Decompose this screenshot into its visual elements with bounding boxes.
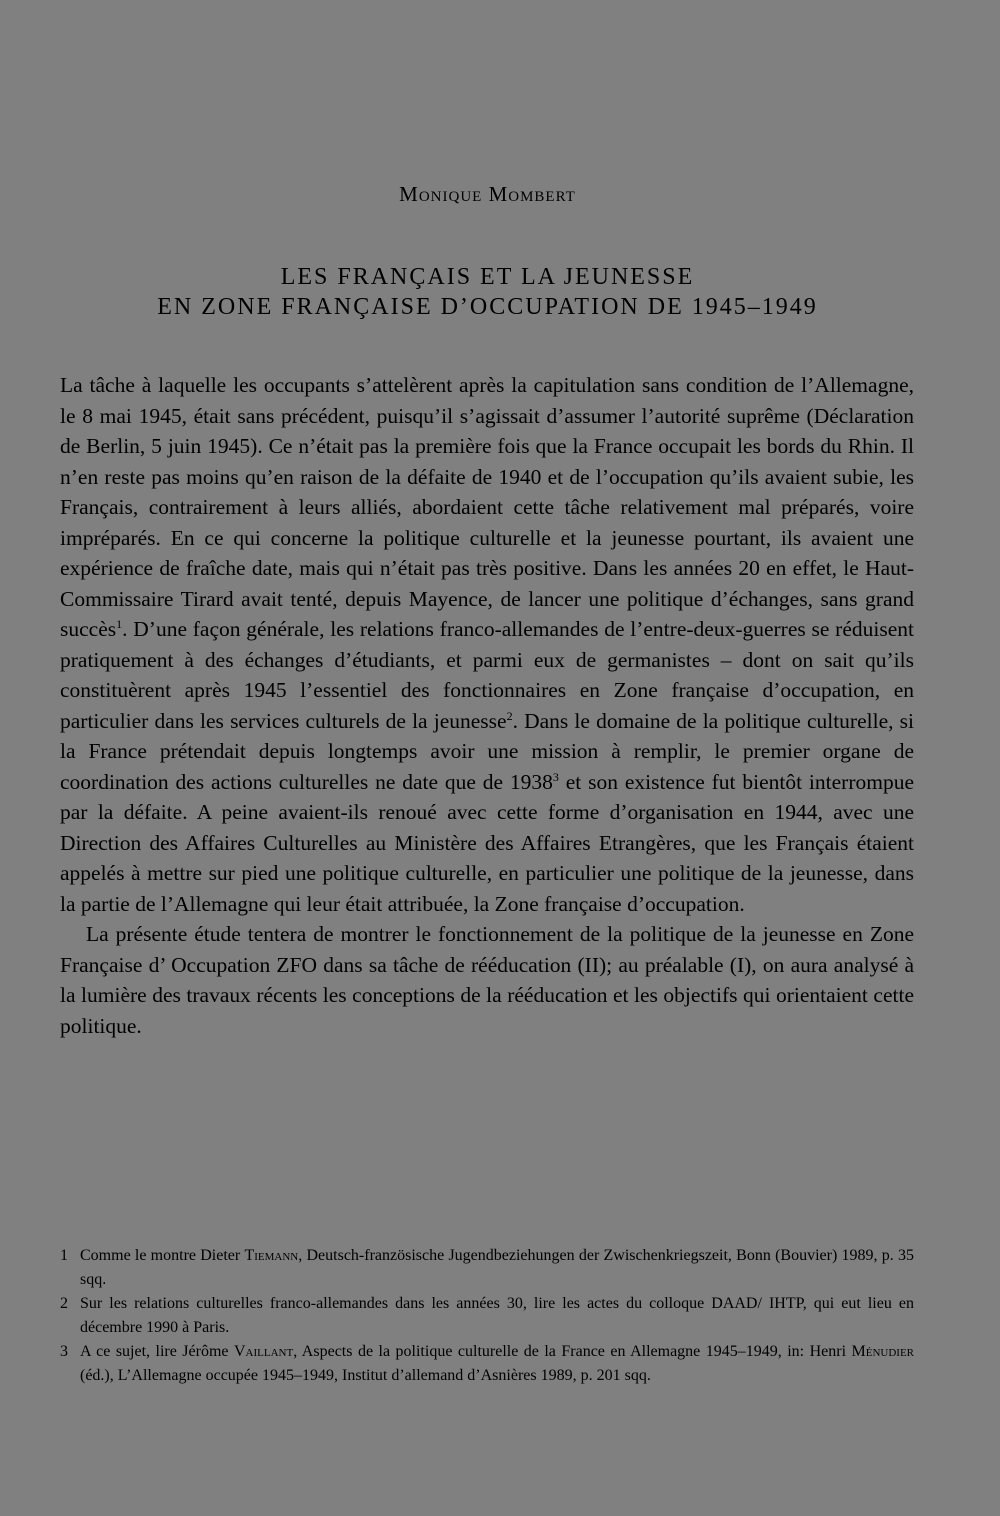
- paragraph-1: [60, 370, 914, 919]
- footnote-author-name: Vaillant: [234, 1343, 294, 1360]
- footnote-number: 3: [60, 1343, 68, 1360]
- paragraph-1-part-d: et son existence fut bientôt interrompue par la défaite. A peine avaient-ils renoué avec cette forme d’organisation en 1944, avec une Direction des Affaires Culturelles au Ministère des Affaires Etrangères, que les Français étaient appelés à mettre sur pied une politique culturelle, en particulier une politique de la jeunesse, dans la partie de l’Allemagne qui leur était attribuée, la Zone française d’occupation.: [60, 769, 914, 916]
- paragraph-2: La présente étude tentera de montrer le fonctionnement de la politique de la jeunesse en Zone Française d’ Occupation ZFO dans sa tâche de rééducation (II); au préalable (I), on aura analysé à la lumière des travaux récents les conceptions de la rééducation et les objectifs qui orientaient cette politique.: [60, 922, 914, 1038]
- footnote-text: , Deutsch-französische Jugendbeziehungen der Zwischenkriegszeit, Bonn (Bouvier) 1989, p. 35 sqq.: [80, 1247, 914, 1288]
- footnote-ref-3: 3: [552, 769, 559, 784]
- article-title: [0, 262, 975, 322]
- footnotes: [60, 1244, 914, 1388]
- footnote-3: [60, 1340, 914, 1388]
- author-name: Monique Mombert: [399, 182, 576, 206]
- footnote-number: 1: [60, 1247, 68, 1264]
- footnote-ref-2: 2: [506, 708, 513, 723]
- footnote-text: , Aspects de la politique culturelle de la France en Allemagne 1945–1949, in: Henri: [293, 1343, 852, 1360]
- article-body: [60, 370, 914, 1041]
- footnote-text: Comme le montre Dieter: [80, 1247, 245, 1264]
- paragraph-1-part-c: . Dans le domaine de la politique culturelle, si la France prétendait depuis longtemps avoir une mission à remplir, le premier organe de coordination des actions culturelles ne date que de 1938: [60, 708, 914, 794]
- footnote-1: [60, 1244, 914, 1292]
- footnote-text: (éd.), L’Allemagne occupée 1945–1949, Institut d’allemand d’Asnières 1989, p. 201 sqq.: [80, 1367, 651, 1384]
- title-line-2: EN ZONE FRANÇAISE D’OCCUPATION DE 1945–1949: [157, 294, 818, 320]
- footnote-ref-1: 1: [116, 616, 123, 631]
- footnote-text: Sur les relations culturelles franco-allemandes dans les années 30, lire les actes du colloque DAAD/ IHTP, qui eut lieu en décembre 1990 à Paris.: [80, 1295, 914, 1336]
- paragraph-1-part-a: La tâche à laquelle les occupants s’attelèrent après la capitulation sans condition de l’Allemagne, le 8 mai 1945, était sans précédent, puisqu’il s’agissait d’assumer l’autorité suprême (Déclaration de Berlin, 5 juin 1945). Ce n’était pas la première fois que la France occupait les bords du Rhin. Il n’en reste pas moins qu’en raison de la défaite de 1940 et de l’occupation qu’ils avaient subie, les Français, contrairement à leurs alliés, abordaient cette tâche relativement mal préparés, voire impréparés. En ce qui concerne la politique culturelle et la jeunesse pourtant, ils avaient une expérience de fraîche date, mais qui n’était pas très positive. Dans les années 20 en effet, le Haut-Commissaire Tirard avait tenté, depuis Mayence, de lancer une politique d’échanges, sans grand succès: [60, 373, 914, 641]
- footnote-number: 2: [60, 1295, 68, 1312]
- footnote-author-name: Ménudier: [851, 1343, 914, 1360]
- footnote-2: [60, 1292, 914, 1340]
- paragraph-1-part-b: . D’une façon générale, les relations franco-allemandes de l’entre-deux-guerres se réduisent pratiquement à des échanges d’étudiants, et parmi eux de germanistes – dont on sait qu’ils constituèrent après 1945 l’essentiel des fonctionnaires en Zone française d’occupation, en particulier dans les services culturels de la jeunesse: [60, 617, 914, 733]
- title-line-1: LES FRANÇAIS ET LA JEUNESSE: [280, 264, 695, 290]
- footnote-author-name: Tiemann: [244, 1247, 299, 1264]
- footnote-text: A ce sujet, lire Jérôme: [80, 1343, 234, 1360]
